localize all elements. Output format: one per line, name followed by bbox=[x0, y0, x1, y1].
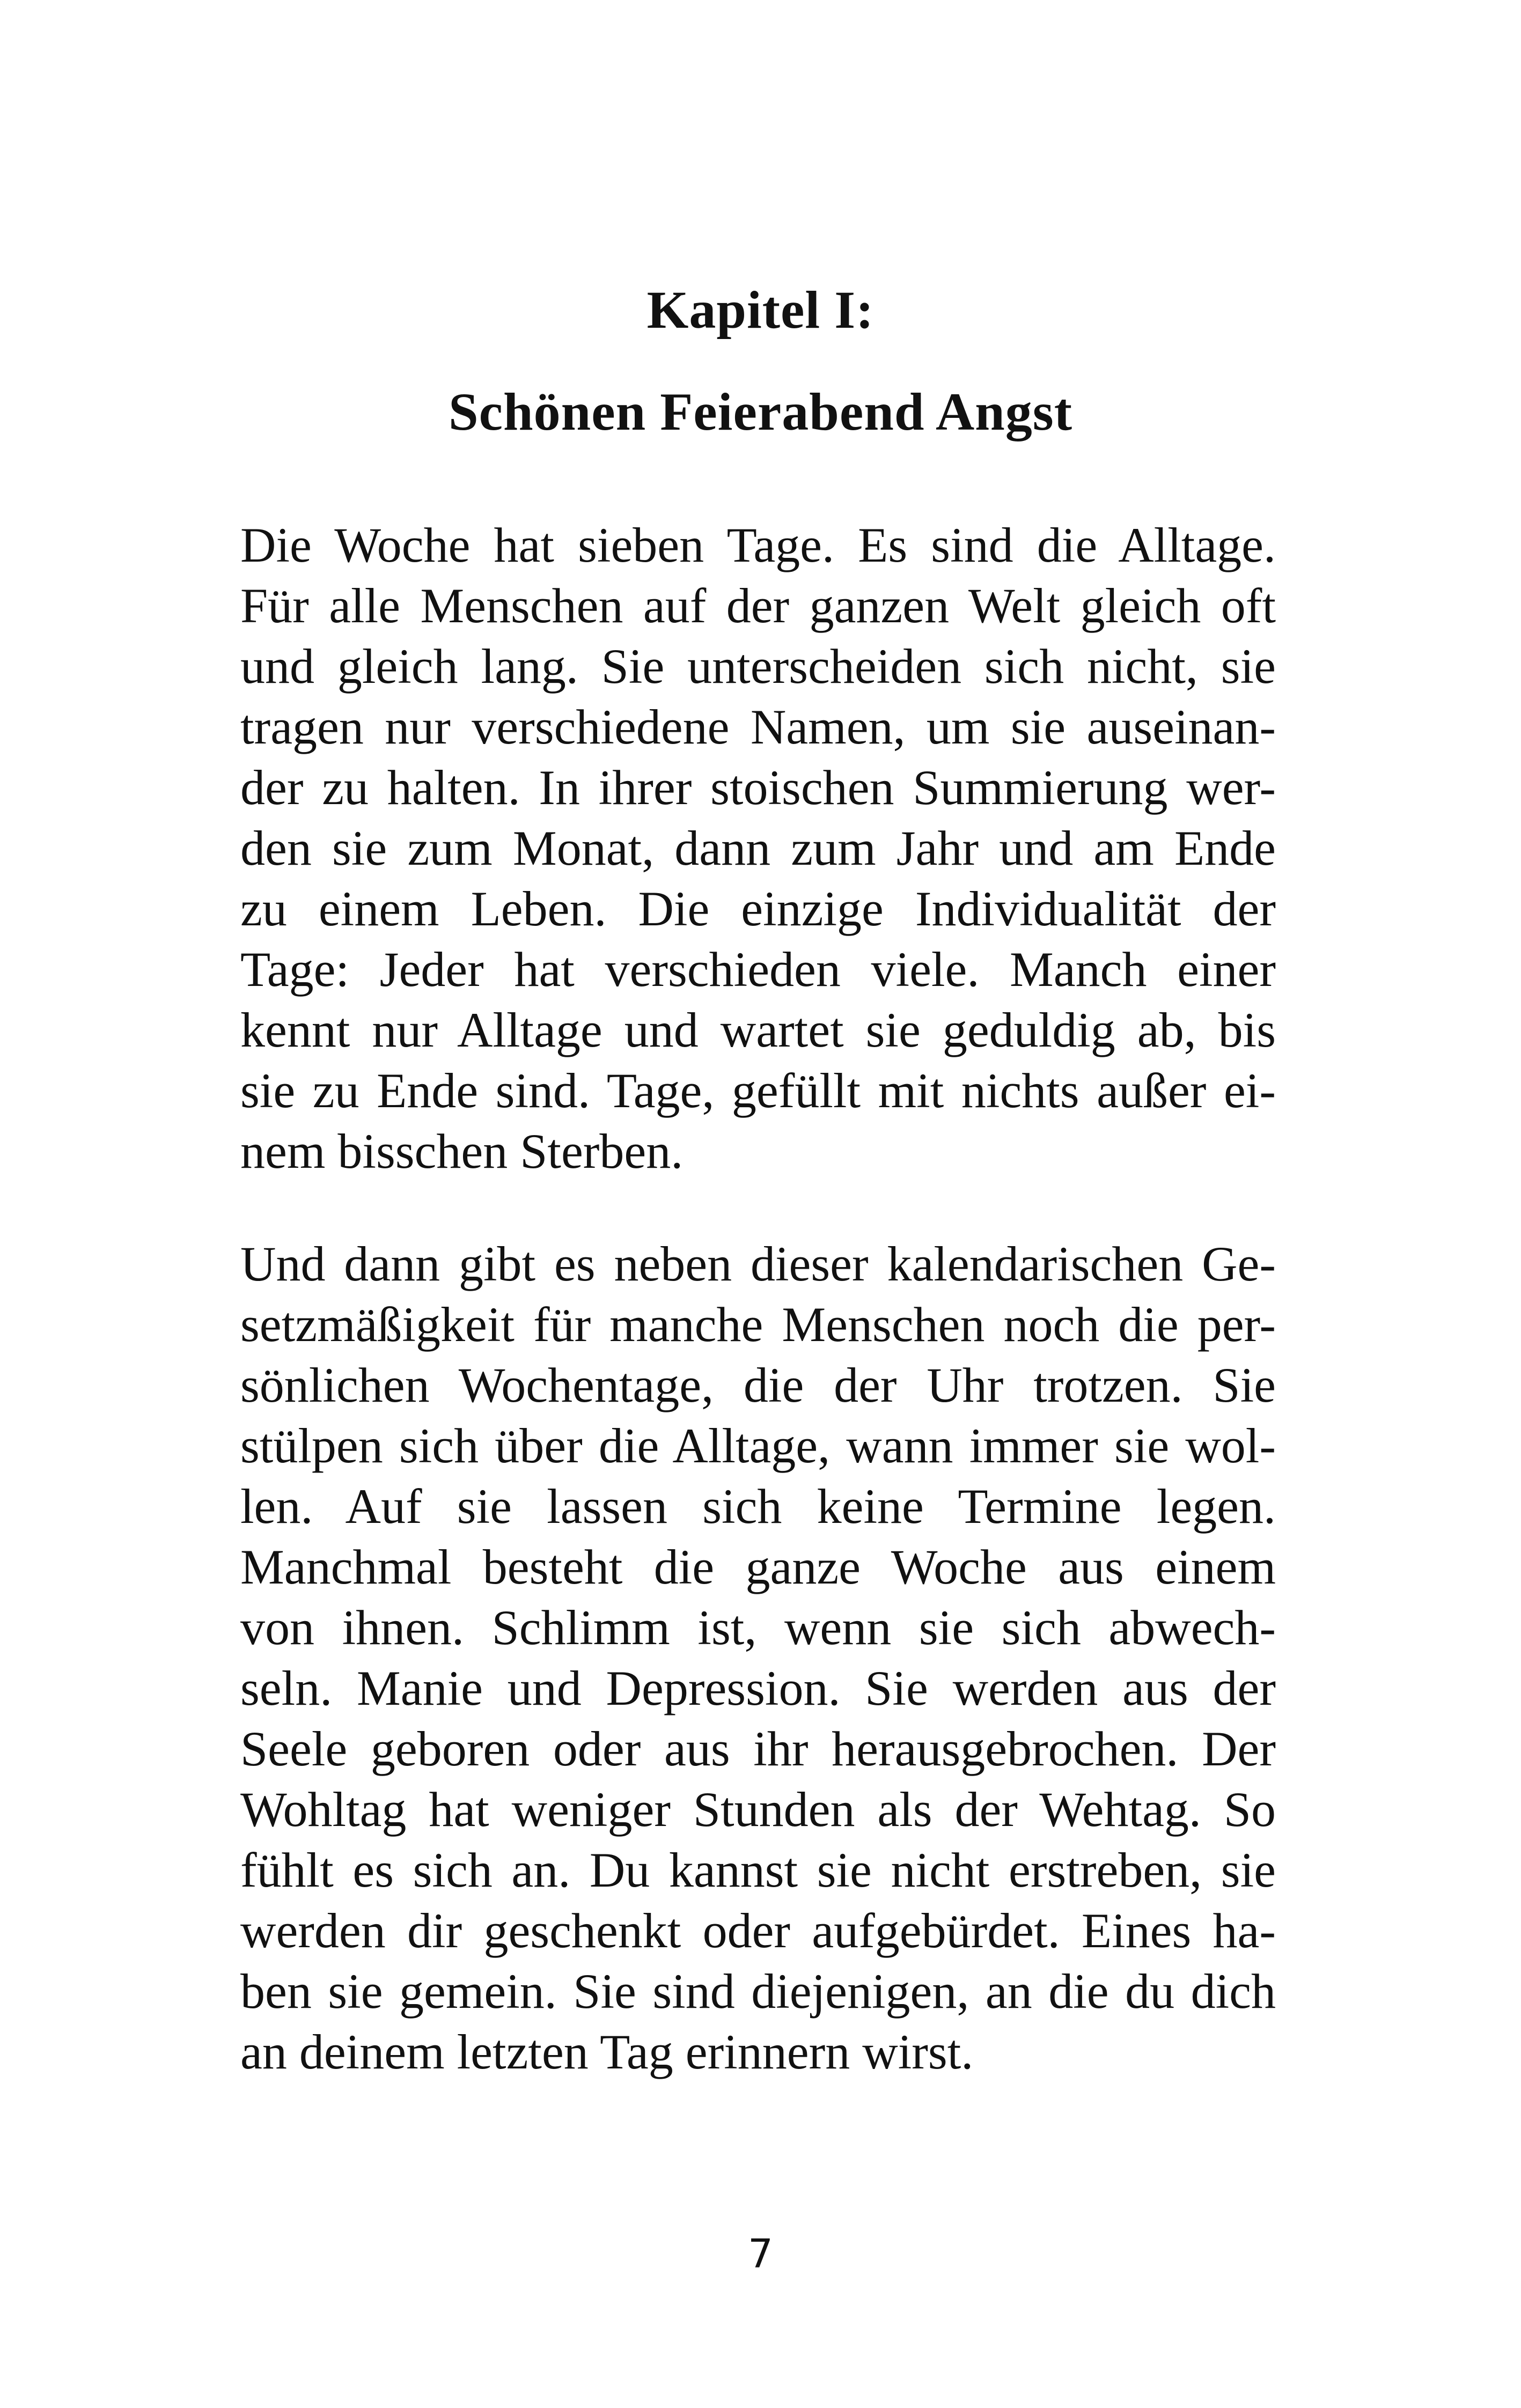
text-line: Die Woche hat sieben Tage. Es sind die Alltage. bbox=[240, 518, 1276, 572]
text-line: fühlt es sich an. Du kannst sie nicht erstreben, sie bbox=[240, 1843, 1276, 1897]
text-line: zu einem Leben. Die einzige Individualität der bbox=[240, 881, 1276, 936]
text-line: den sie zum Monat, dann zum Jahr und am Ende bbox=[240, 821, 1276, 875]
chapter-title: Schönen Feierabend Angst bbox=[448, 382, 1072, 441]
chapter-number: Kapitel I: bbox=[646, 280, 875, 340]
text-line: Wohltag hat weniger Stunden als der Wehtag. So bbox=[240, 1782, 1276, 1837]
text-line: stülpen sich über die Alltage, wann immer sie wol- bbox=[240, 1418, 1276, 1473]
text-line: tragen nur verschiedene Namen, um sie auseinan- bbox=[240, 699, 1276, 754]
text-line: sönlichen Wochentage, die der Uhr trotzen. Sie bbox=[240, 1358, 1276, 1412]
text-line: Manchmal besteht die ganze Woche aus einem bbox=[240, 1540, 1276, 1594]
text-line: sie zu Ende sind. Tage, gefüllt mit nichts außer ei- bbox=[240, 1063, 1276, 1118]
text-line: Und dann gibt es neben dieser kalendarischen Ge- bbox=[240, 1236, 1276, 1291]
text-line: nem bisschen Sterben. bbox=[240, 1124, 684, 1179]
text-line: ben sie gemein. Sie sind diejenigen, an die du dich bbox=[240, 1964, 1276, 2019]
text-line: an deinem letzten Tag erinnern wirst. bbox=[240, 2024, 974, 2079]
text-line: und gleich lang. Sie unterscheiden sich nicht, sie bbox=[240, 639, 1276, 694]
text-line: der zu halten. In ihrer stoischen Summierung wer- bbox=[240, 760, 1276, 815]
text-line: werden dir geschenkt oder aufgebürdet. Eines ha- bbox=[240, 1903, 1276, 1958]
page-number: 7 bbox=[747, 2231, 774, 2277]
text-line: Seele geboren oder aus ihr herausgebrochen. Der bbox=[240, 1721, 1276, 1776]
text-line: len. Auf sie lassen sich keine Termine legen. bbox=[240, 1479, 1276, 1534]
text-line: Für alle Menschen auf der ganzen Welt gleich oft bbox=[240, 578, 1276, 633]
text-line: kennt nur Alltage und wartet sie geduldig ab, bis bbox=[240, 1003, 1276, 1057]
text-line: von ihnen. Schlimm ist, wenn sie sich abwech- bbox=[240, 1600, 1276, 1655]
paragraph-1 bbox=[240, 515, 1276, 1182]
text-line: Tage: Jeder hat verschieden viele. Manch einer bbox=[240, 942, 1276, 997]
paragraph-2 bbox=[240, 1234, 1276, 2082]
text-line: seln. Manie und Depression. Sie werden aus der bbox=[240, 1661, 1276, 1715]
text-line: setzmäßigkeit für manche Menschen noch die per- bbox=[240, 1297, 1276, 1352]
